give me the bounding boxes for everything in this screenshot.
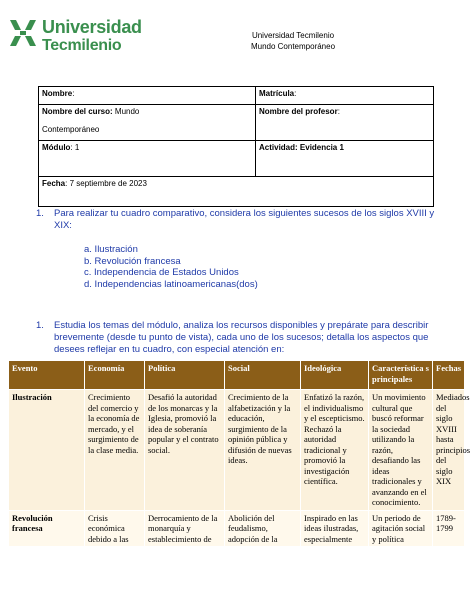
table-cell: Inspirado en las ideas ilustradas, especialmente (301, 510, 369, 547)
event-list-item: b. Revolución francesa (84, 255, 181, 267)
instruction-2 (36, 320, 454, 356)
table-row (9, 510, 465, 547)
document-header (248, 30, 338, 52)
modulo-label: Módulo (42, 143, 71, 152)
event-list-item: d. Independencias latinoamericanas(dos) (84, 278, 258, 290)
actividad-cell (256, 141, 434, 177)
profesor-label: Nombre del profesor (259, 107, 338, 116)
table-header-row (9, 361, 465, 390)
matricula-colon: : (294, 89, 297, 98)
header-fechas: Fechas (433, 361, 465, 390)
logo-line2: Tecmilenio (42, 37, 122, 54)
actividad-label: Actividad (259, 143, 296, 152)
curso-cell (39, 105, 256, 141)
table-cell: Crecimiento del comercio y la economía de mercado, y el surgimiento de la clase media. (85, 390, 145, 511)
matricula-label: Matrícula (259, 89, 295, 98)
curso-value: Mundo (112, 107, 140, 116)
profesor-colon: : (337, 107, 340, 116)
logo-line1: Universidad (42, 17, 142, 37)
table-cell: 1789-1799 (433, 510, 465, 547)
modulo-value: : 1 (70, 143, 80, 152)
instruction-2-number: 1. (36, 320, 44, 331)
profesor-cell (256, 105, 434, 141)
comparison-table (8, 360, 470, 547)
curso-label: Nombre del curso: (42, 107, 113, 116)
modulo-cell (39, 141, 256, 177)
header-politica: Política (145, 361, 225, 390)
table-cell: Ilustración (9, 390, 85, 511)
header-course: Mundo Contemporáneo (250, 42, 336, 51)
curso-value2: Contemporáneo (42, 125, 100, 134)
nombre-label: Nombre (42, 89, 73, 98)
instruction-1-text: Para realizar tu cuadro comparativo, considera los siguientes sucesos de los siglos XVIII y XIX: (54, 208, 435, 231)
table-cell: Abolición del feudalismo, adopción de la (225, 510, 301, 547)
table-cell: Crisis económica debido a las (85, 510, 145, 547)
table-cell: Enfatizó la razón, el individualismo y el escepticismo. Rechazó la autoridad tradicional y promovió la investigación científica. (301, 390, 369, 511)
table-row (9, 390, 465, 511)
event-list-item: c. Independencia de Estados Unidos (84, 267, 239, 278)
student-info-table (38, 86, 434, 207)
nombre-colon: : (72, 89, 75, 98)
matricula-cell (256, 87, 434, 105)
fecha-label: Fecha (42, 179, 66, 188)
header-university: Universidad Tecmilenio (251, 31, 335, 40)
university-logo (8, 12, 158, 52)
table-cell: Un periodo de agitación social y política (369, 510, 433, 547)
header-economia: Economía (85, 361, 145, 390)
table-cell: Desafió la autoridad de los monarcas y la Iglesia, promovió la idea de soberanía popular y el contrato social. (145, 390, 225, 511)
instruction-1 (36, 208, 448, 232)
fecha-value: : 7 septiembre de 2023 (65, 179, 147, 188)
fecha-cell (39, 177, 434, 207)
event-list-item: a. Ilustración (84, 244, 138, 255)
actividad-value: : Evidencia 1 (295, 143, 344, 152)
nombre-cell (39, 87, 256, 105)
table-cell: Revolución francesa (9, 510, 85, 547)
tecmilenio-logo-icon (8, 18, 38, 48)
header-social: Social (225, 361, 301, 390)
header-ideologica: Ideológica (301, 361, 369, 390)
table-cell: Un movimiento cultural que buscó reformar la sociedad utilizando la razón, desafiando las ideas tradicionales y avanzando en el conocimiento. (369, 390, 433, 511)
instruction-1-number: 1. (36, 208, 44, 219)
table-cell: Crecimiento de la alfabetización y la educación, surgimiento de la opinión pública y difusión de nuevas ideas. (225, 390, 301, 511)
table-cell: Derrocamiento de la monarquía y establecimiento de (145, 510, 225, 547)
event-list (84, 244, 258, 290)
header-evento: Evento (9, 361, 85, 390)
table-cell: Mediados del siglo XVIII hasta principios del siglo XIX (433, 390, 465, 511)
instruction-2-text: Estudia los temas del módulo, analiza los recursos disponibles y prepárate para describir brevemente (desde tu punto de vista), cada uno de los sucesos; detalla los aspectos que desees reflejar en tu cuadro, con especial atención en: (54, 320, 429, 355)
header-caracteristicas: Característica s principales (369, 361, 433, 390)
